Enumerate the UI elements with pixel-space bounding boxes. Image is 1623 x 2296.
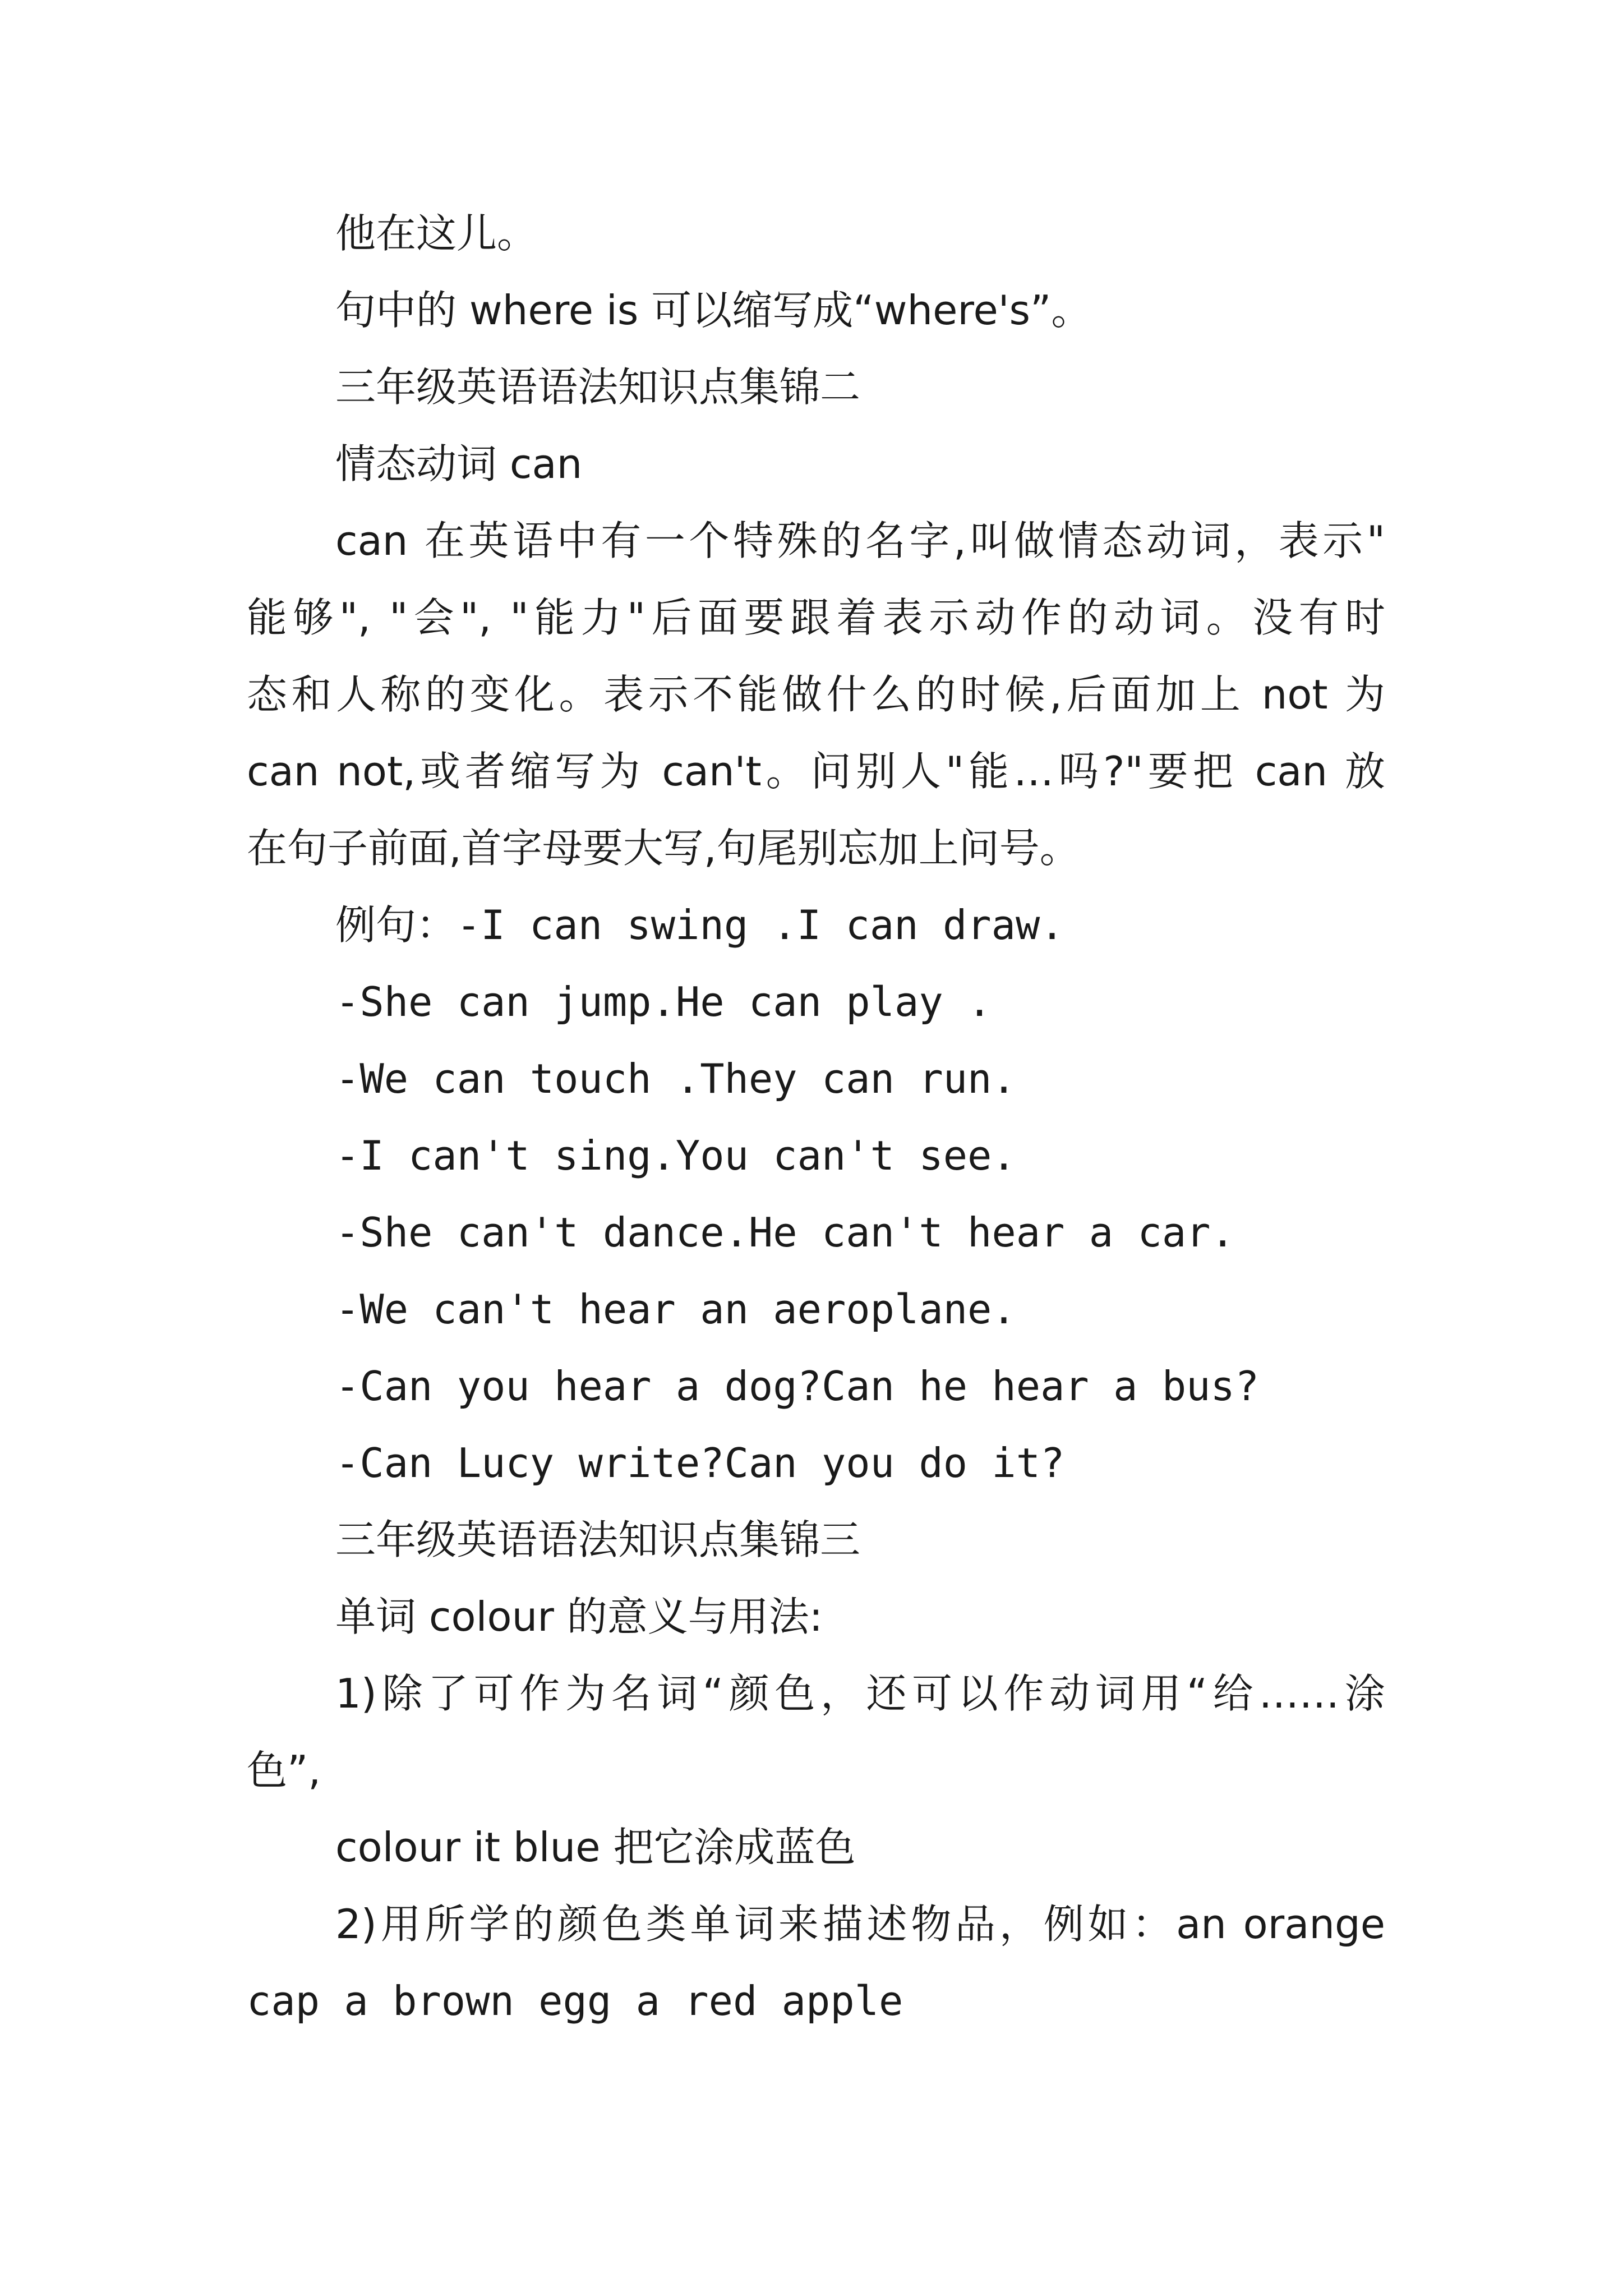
paragraph-line: cap a brown egg a red apple (247, 1977, 903, 2024)
example-line: -I can't sing.You can't see. (335, 1132, 1016, 1179)
subsection-heading: 单词 colour 的意义与用法: (335, 1593, 823, 1640)
paragraph-line: can not,或者缩写为 can't。问别人"能…吗?"要把 can 放 (247, 748, 1385, 795)
document-body (247, 195, 1385, 2040)
paragraph-line: 1)除了可作为名词“颜色，还可以作动词用“给……涂 (335, 1670, 1385, 1717)
example-line: -We can touch .They can run. (335, 1055, 1016, 1102)
example-line: -Can Lucy write?Can you do it? (335, 1439, 1065, 1487)
paragraph-line: 态和人称的变化。表示不能做什么的时候,后面加上 not 为 (247, 671, 1385, 718)
paragraph-line: 色”, (247, 1747, 321, 1794)
section-heading: 三年级英语语法知识点集锦二 (335, 364, 861, 411)
example-line: -She can jump.He can play . (335, 978, 992, 1025)
text-line: 句中的 where is 可以缩写成“where's”。 (335, 287, 1092, 334)
example-line: -She can't dance.He can't hear a car. (335, 1209, 1235, 1256)
subsection-heading: 情态动词 can (335, 440, 583, 487)
text-line: 他在这儿。 (335, 210, 538, 257)
example-line: 例句：-I can swing .I can draw. (335, 901, 1064, 949)
paragraph-line: 在句子前面,首字母要大写,句尾别忘加上问号。 (247, 825, 1080, 872)
example-line: colour it blue 把它涂成蓝色 (335, 1824, 856, 1871)
paragraph-line: can 在英语中有一个特殊的名字,叫做情态动词，表示" (335, 517, 1385, 564)
paragraph-line: 能够", "会", "能力"后面要跟着表示动作的动词。没有时 (247, 594, 1385, 641)
paragraph-line: 2)用所学的颜色类单词来描述物品，例如：an orange (335, 1901, 1385, 1948)
section-heading: 三年级英语语法知识点集锦三 (335, 1516, 861, 1563)
example-line: -Can you hear a dog?Can he hear a bus? (335, 1363, 1260, 1410)
example-line: -We can't hear an aeroplane. (335, 1286, 1016, 1333)
